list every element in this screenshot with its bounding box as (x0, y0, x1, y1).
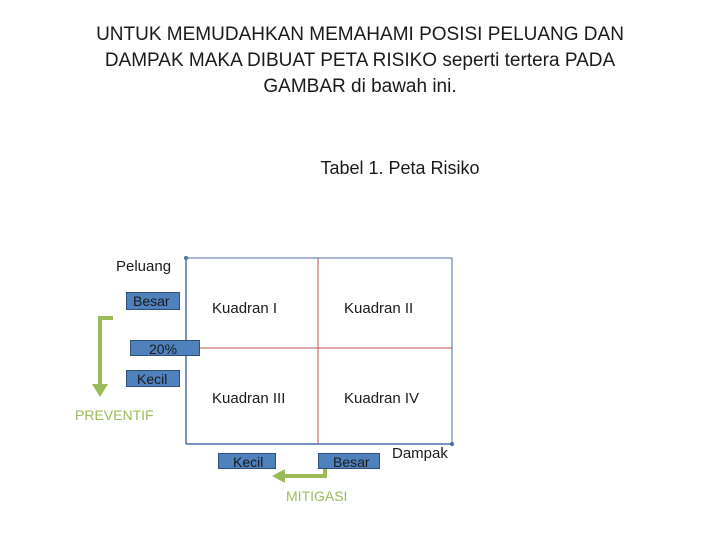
mitigasi-arrowhead (272, 469, 285, 483)
mitigasi-label: MITIGASI (286, 488, 348, 504)
x-low-box: Kecil (218, 453, 276, 469)
slide-title: UNTUK MEMUDAHKAN MEMAHAMI POSISI PELUANG DAN DAMPAK MAKA DIBUAT PETA RISIKO seperti tertera PADA GAMBAR di bawah ini. (96, 24, 624, 97)
y-high-box: Besar (126, 292, 180, 310)
x-axis-end-dot (450, 442, 454, 446)
y-axis-label: Peluang (116, 258, 172, 275)
quadrant-2: Kuadran II (344, 300, 414, 317)
y-axis-end-dot (184, 256, 188, 260)
preventif-label: PREVENTIF (75, 407, 154, 423)
x-high-box: Besar (318, 453, 380, 469)
x-axis-label: Dampak (392, 445, 448, 462)
quadrant-1: Kuadran I (212, 300, 278, 317)
quadrant-3: Kuadran III (212, 390, 286, 407)
y-mid-box: 20% (130, 340, 200, 356)
quadrant-4: Kuadran IV (344, 390, 420, 407)
y-low-box: Kecil (126, 370, 180, 387)
preventif-arrowhead (92, 384, 108, 397)
table-caption: Tabel 1. Peta Risiko (320, 158, 480, 178)
